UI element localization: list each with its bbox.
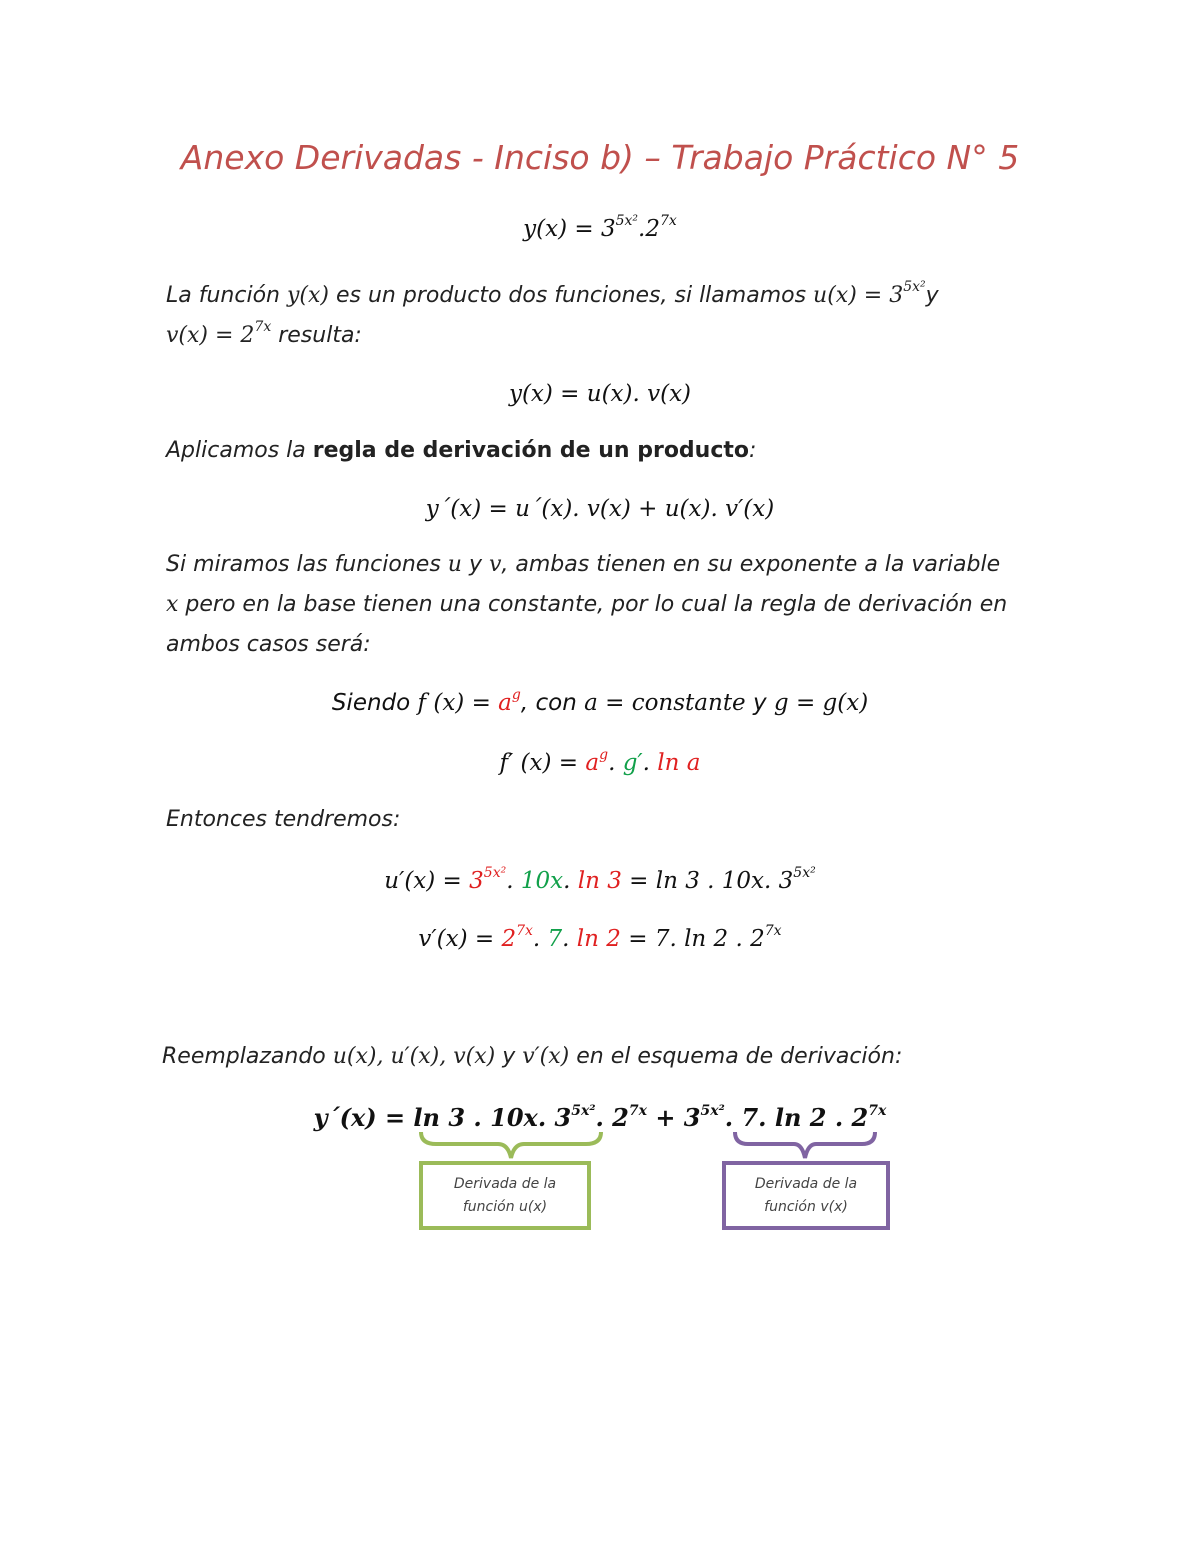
final-exp-1: 5x² [571,1103,596,1119]
v-prime-exp: 7x [516,923,533,939]
rule-text-2: : [749,438,757,463]
v-prime-rhs-exp: 7x [764,923,782,939]
rule-def-text-2: , con [520,690,585,716]
v-prime-base: 2 [501,926,517,952]
intro-text-3: y [925,283,939,308]
rule-der-a: a [585,750,600,776]
u-prime-base: 3 [469,868,484,894]
paragraph-intro [166,276,1046,356]
final-result-equation [0,1103,1200,1132]
rule-def-constant: a = constante [584,690,746,716]
rule-def-text-3: y [745,690,774,716]
u-prime-inner-derivative: 10x [520,868,564,894]
annotation-box-v [722,1161,890,1230]
rule-def-f: f (x) = [417,690,499,716]
v-prime-dot1: . [532,926,548,952]
final-part-2: . 2 [595,1103,629,1132]
rule-def-a: a [498,690,512,716]
v-prime-inner-derivative: 7 [547,926,563,952]
intro-math-v: v(x) = 2 [166,323,255,348]
rule-derivative [0,747,1200,776]
v-prime-ln: ln 2 [576,926,621,952]
rule-der-gprime: g′ [622,750,643,776]
brace-u-icon [418,1130,604,1162]
annotation-box-u [419,1161,591,1230]
paragraph-rule [166,431,1046,471]
expl-math-v: v [488,552,502,577]
eq-y-exp2: 7x [660,213,677,229]
eq-y-exp1: 5x² [615,213,639,229]
rule-der-lhs: f′ (x) = [499,750,586,776]
rule-der-g: g [599,747,609,763]
v-prime-rhs: = 7. ln 2 . 2 [620,926,765,952]
u-prime-rhs: = ln 3 . 10x. 3 [621,868,794,894]
expl-math-u: u [447,552,462,577]
u-prime-dot1: . [506,868,521,894]
u-prime-dot2: . [563,868,578,894]
equation-v-prime [0,923,1200,952]
intro-math-y: y(x) [286,283,329,308]
equation-product: y(x) = u(x). v(x) [508,381,692,407]
rule-text-1: Aplicamos la [166,438,313,463]
replace-text-1: Reemplazando [162,1044,333,1069]
paragraph-explanation [166,545,1046,665]
intro-text-4: resulta: [271,323,362,348]
equation-product-rule: y´(x) = u´(x). v(x) + u(x). v′(x) [425,496,775,522]
u-prime-exp: 5x² [483,865,507,881]
paragraph-then: Entonces tendremos: [166,807,401,832]
page-title: Anexo Derivadas - Inciso b) – Trabajo Práctico N° 5 [180,138,1020,177]
rule-definition [0,687,1200,716]
box-u-line1: Derivada de la [453,1176,557,1192]
brace-v-icon [732,1130,878,1162]
replace-text-2: y [495,1044,523,1069]
rule-def-text-1: Siendo [331,690,418,716]
eq-y-mid: .2 [638,216,660,242]
final-part-4: . 7. ln 2 . 2 [724,1103,869,1132]
intro-text-2: es un producto dos funciones, si llamamos [328,283,814,308]
final-part-1: y´(x) = ln 3 . 10x. 3 [313,1103,572,1132]
v-prime-dot2: . [562,926,577,952]
intro-math-u: u(x) = 3 [813,283,904,308]
final-exp-4: 7x [868,1103,887,1119]
expl-text-4: pero en la base tienen una constante, por lo cual la regla de derivación en ambos casos será: [166,592,1008,657]
expl-text-3: , ambas tienen en su exponente a la variable [501,552,1001,577]
final-exp-3: 5x² [700,1103,725,1119]
paragraph-replacing [162,1037,1042,1077]
rule-der-ln: ln a [657,750,701,776]
rule-def-g: g [511,687,521,703]
v-prime-lhs: v′(x) = [418,926,502,952]
final-exp-2: 7x [628,1103,647,1119]
eq-y-lhs: y(x) = 3 [523,216,616,242]
expl-text-1: Si miramos las funciones [166,552,448,577]
expl-text-2: y [461,552,489,577]
u-prime-ln: ln 3 [577,868,622,894]
expl-math-x: x [166,592,179,617]
box-u-line2: función u(x) [462,1199,548,1215]
intro-exp-u: 5x² [903,279,926,295]
box-v-line2: función v(x) [764,1199,848,1215]
final-part-3: + 3 [646,1103,701,1132]
intro-exp-v: 7x [254,319,272,335]
u-prime-rhs-exp: 5x² [793,865,816,881]
box-v-line1: Derivada de la [754,1176,858,1192]
rule-def-g-of-x: g = g(x) [773,690,869,716]
replace-text-3: en el esquema de derivación: [569,1044,903,1069]
intro-text-1: La función [166,283,287,308]
rule-der-dot1: . [608,750,623,776]
equation-u-prime [0,865,1200,894]
replace-math-1: u(x), u′(x), v(x) [332,1044,496,1069]
rule-bold-text: regla de derivación de un producto [312,438,750,463]
replace-math-2: v′(x) [522,1044,570,1069]
rule-der-dot2: . [642,750,658,776]
equation-y [0,213,1200,242]
u-prime-lhs: u′(x) = [384,868,470,894]
